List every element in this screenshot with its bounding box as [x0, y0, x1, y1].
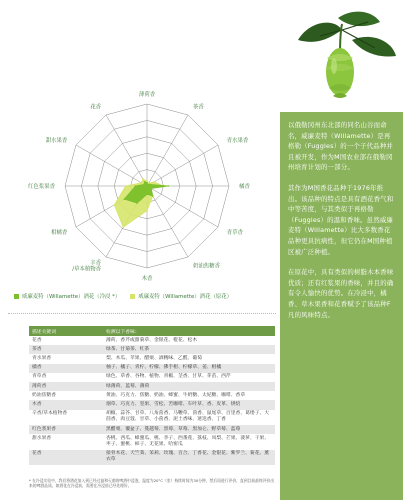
table-cell-aroma: 黑醋栗、覆盆子、蔓越莓、黑莓、草莓、黑加仑、野草莓、蓝莓	[103, 425, 275, 434]
radar-point	[123, 198, 125, 200]
table-header-row	[29, 326, 275, 336]
radar-point	[135, 185, 137, 187]
radar-point	[136, 202, 138, 204]
table-cell-aroma: 绿色、草香、谷物、植物、青椒、茎香、甘草、芽苗、西芹	[103, 373, 275, 382]
hop-cone-icon	[280, 0, 403, 112]
radar-axis-label: 茶香	[193, 104, 204, 111]
table-cell-aroma: 梨、木瓜、苹果、醋栗、酒精味、乙醛、葡萄	[103, 354, 275, 363]
radar-axis-label: 甜水果香	[45, 138, 68, 144]
table-row	[29, 382, 275, 391]
table-body	[29, 336, 275, 465]
radar-point	[146, 180, 148, 182]
radar-axis-label: 奶油焦糖香	[193, 263, 220, 270]
table-cell-keyword: 薄荷香	[29, 382, 103, 391]
table-cell-keyword: 奶油焦糖香	[29, 391, 103, 400]
radar-axis-label: 红色浆果香	[28, 184, 55, 190]
description-paragraph-2: 其作为M国香花品种于1976年推出。该品种的特点是具有酒花香气和中等苦度，与其类似于再格勒（Fuggles）的温和香味。虽然威廉麦特（Willamette）比大多数香花品种更具抗病性，但它仍在M国种植区被广泛种植。	[288, 183, 394, 256]
table-row	[29, 425, 275, 434]
legend-swatch-raw	[130, 294, 135, 299]
table-cell-aroma: 柚子、橘子、青柠、柠檬、佛手柑、柠檬草、姜、柑橘	[103, 364, 275, 373]
radar-point	[146, 210, 148, 212]
table-row	[29, 364, 275, 373]
radar-axis-label: 柑橘香	[51, 230, 68, 236]
footnote: * 在冷浸实验中，我们将酒花加入到已经过滤和灭菌的啤酒中浸泡，温度为20°C（室）持续时间为30分钟，然后再进行评价，直到目前最终评价出来的啤酒品质。如酒花在冷浸前，需要在冷浸前已经处理好。	[29, 478, 275, 488]
legend-swatch-cold	[14, 294, 19, 299]
legend-item-raw	[130, 292, 232, 300]
radar-point	[143, 184, 145, 186]
table-cell-aroma: 胡椒、蒜芥、甘草、八角茴香、马鞭草、茴香、鼠尾草、百里香、葛缕子、大茴香、肉豆蔻、甘草、小茴香、泥土香味、迷迭香、丁香	[103, 410, 275, 425]
radar-point	[125, 185, 127, 187]
radar-axis-label: 辛香/草本植物香	[72, 260, 101, 273]
hop-image-box	[280, 0, 403, 112]
table-row	[29, 434, 275, 449]
table-cell-keyword: 红色浆果香	[29, 425, 103, 434]
legend-item-cold	[14, 292, 120, 300]
table-cell-keyword: 橘香	[29, 364, 103, 373]
table-row	[29, 410, 275, 425]
radar-point	[146, 193, 148, 195]
legend-label-cold: 威廉麦特（Willamette）酒花（冷浸 *）	[22, 294, 121, 300]
table-header-keyword: 描述关键词	[29, 326, 103, 336]
aroma-table	[29, 326, 275, 465]
table-row	[29, 345, 275, 354]
radar-axis-label: 花香	[90, 104, 101, 111]
radar-axis-label: 薄荷香	[138, 92, 156, 98]
radar-point	[168, 185, 170, 187]
table-row	[29, 354, 275, 363]
table-cell-keyword: 花香	[29, 336, 103, 345]
table-cell-keyword: 花香	[29, 450, 103, 465]
table-cell-aroma: 黄油、巧克力、焦糖、奶油、蜂蜜、牛奶糖、太妃糖、咖啡、香草	[103, 391, 275, 400]
table-header-aroma: 检测以下香味：	[103, 326, 275, 336]
radar-point	[150, 188, 152, 190]
radar-point	[148, 182, 150, 184]
radar-point	[144, 181, 146, 183]
table-cell-keyword: 青草香	[29, 373, 103, 382]
table-cell-aroma: 绿薄荷、蓝莓、薄荷	[103, 382, 275, 391]
radar-point	[142, 178, 144, 180]
table-cell-aroma: 绿茶、甘菊茶、红茶	[103, 345, 275, 354]
table-cell-aroma: 薄荷、香芹或甜菊草、金银花、橙花、松木	[103, 336, 275, 345]
radar-point	[152, 195, 154, 197]
radar-axis-label: 橘香	[239, 184, 250, 190]
table-row	[29, 373, 275, 382]
right-panel	[280, 0, 403, 500]
radar-point	[149, 184, 151, 186]
table-cell-keyword: 青水果香	[29, 354, 103, 363]
table-row	[29, 336, 275, 345]
table-cell-aroma: 烟草、巧克力、坚果、雪松、苦咖啡、车叶草、香、皮革、烘焙	[103, 400, 275, 409]
table-cell-keyword: 茶香	[29, 345, 103, 354]
description	[288, 120, 396, 330]
table-row	[29, 400, 275, 409]
table-cell-aroma: 杏桃、西瓜、蜂蜜瓜、桃、李子、西番莲、荔枝、凤梨、芒果、菠萝、干果、枣子、蜜桃、柿子、无花果、哈密瓜	[103, 434, 275, 449]
radar-point	[146, 182, 148, 184]
description-paragraph-1: 以俄勒冈州东北部的同名山谷而命名，威廉麦特（Willamette）是再格勒（Fuggles）的一个子代品种并且被开发，作为M国农业部在俄勒冈州培育计划的一部分。	[288, 121, 394, 172]
radar-point	[147, 184, 149, 186]
table-cell-aroma: 接骨木花、天竺葵、茉莉、玫瑰、百合、丁香花、金银花、紫罗兰、菊花、薰衣草	[103, 450, 275, 465]
divider	[8, 313, 276, 314]
radar-point	[141, 182, 143, 184]
radar-axis-label: 青水果香	[226, 138, 249, 144]
legend-label-raw: 威廉麦特（Willamette）酒花（原花）	[138, 294, 233, 300]
table-row	[29, 391, 275, 400]
table-row	[29, 450, 275, 465]
radar-point	[122, 226, 124, 228]
radar-point	[114, 204, 116, 206]
radar-chart	[0, 0, 280, 290]
table-cell-keyword: 木香	[29, 400, 103, 409]
chart-legend	[14, 292, 276, 300]
table-cell-keyword: 辛香/草本植物香	[29, 410, 103, 425]
radar-axis-label: 青草香	[226, 230, 243, 236]
radar-point	[153, 181, 155, 183]
radar-axis-label: 木香	[141, 276, 153, 282]
table-cell-keyword: 甜水果香	[29, 434, 103, 449]
description-paragraph-3: 在原花中，具有类似的树脂木本香味优质；还有红浆果的香味，并且的确有令人愉快的优势。在冷浸中，橘香、草木果香和花香赋予了该品种F凡的风味特点。	[288, 268, 394, 319]
